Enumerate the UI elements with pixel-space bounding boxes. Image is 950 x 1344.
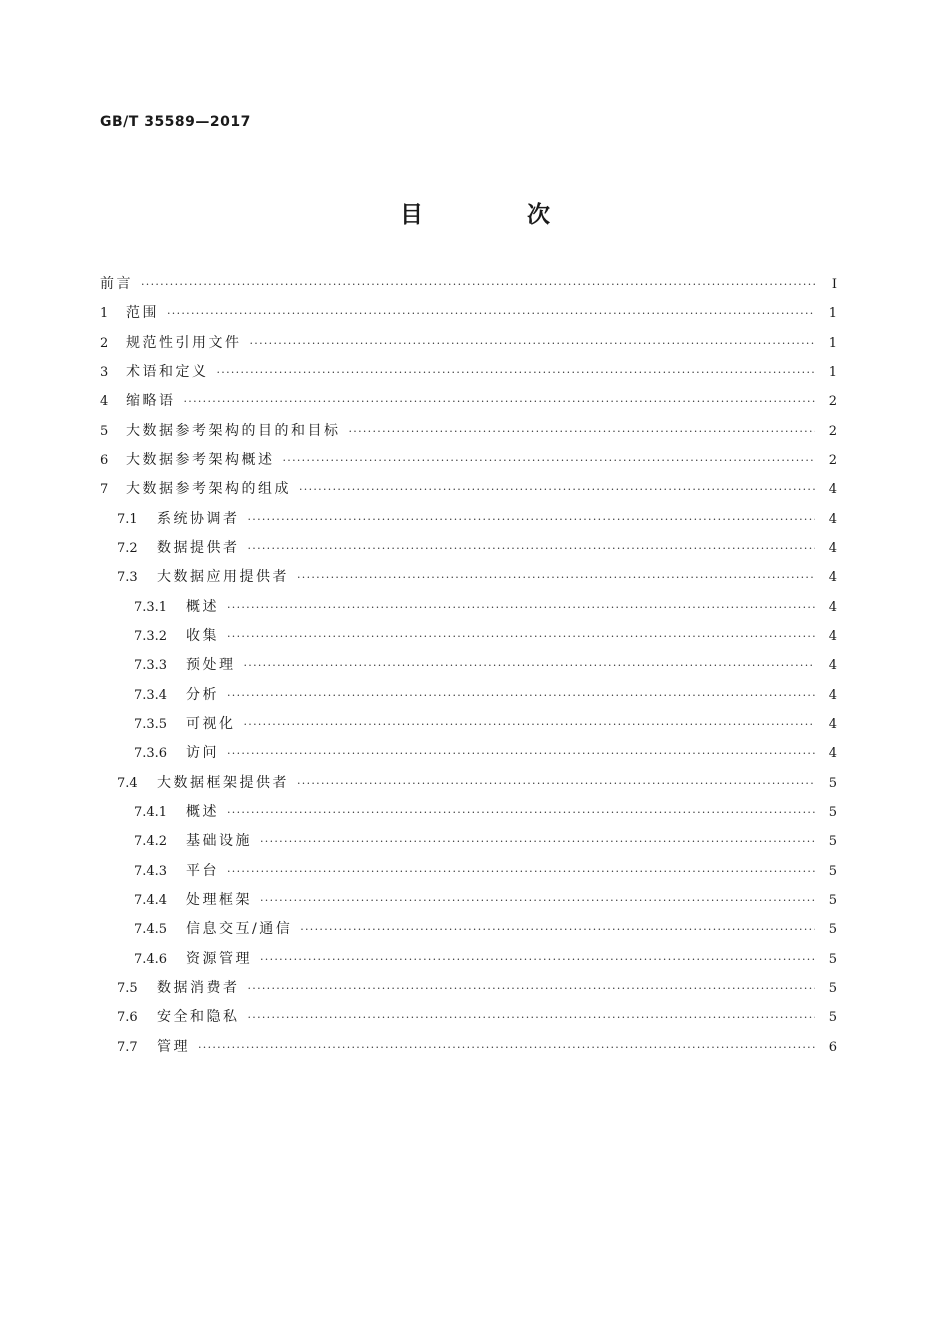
toc-entry-page-number: 5	[828, 775, 837, 791]
toc-entry[interactable]	[100, 886, 837, 915]
toc-entry-label: 大数据框架提供者	[157, 774, 289, 791]
toc-entry-page-number: 2	[828, 394, 837, 410]
toc-dot-leader	[198, 1033, 815, 1062]
toc-entry-number: 7.3.2	[134, 628, 168, 644]
toc-entry[interactable]	[100, 974, 837, 1003]
toc-dot-leader	[167, 299, 815, 328]
toc-dot-leader	[248, 1003, 816, 1032]
toc-entry-label: 处理框架	[186, 891, 252, 908]
toc-entry[interactable]	[100, 1033, 837, 1062]
toc-entry-label: 大数据参考架构的目的和目标	[126, 422, 341, 439]
toc-entry-label: 前言	[100, 276, 133, 292]
toc-dot-leader	[217, 358, 816, 387]
toc-entry-label: 收集	[186, 627, 219, 644]
toc-entry-page-number: 4	[828, 687, 837, 703]
toc-entry-page-number: 1	[828, 335, 837, 351]
toc-dot-leader	[248, 534, 816, 563]
toc-entry-label: 范围	[126, 305, 159, 322]
toc-entry-page-number: 4	[828, 716, 837, 732]
toc-entry[interactable]	[100, 593, 837, 622]
toc-entry-number: 7.3.6	[134, 746, 168, 762]
toc-entry-number: 2	[100, 335, 109, 351]
toc-entry[interactable]	[100, 798, 837, 827]
toc-entry-number: 7.4.1	[134, 804, 168, 820]
toc-entry-page-number: 4	[828, 746, 837, 762]
toc-entry-number: 7.4.4	[134, 892, 168, 908]
toc-entry-page-number: 1	[828, 364, 837, 380]
toc-dot-leader	[227, 857, 815, 886]
toc-dot-leader	[227, 739, 815, 768]
toc-dot-leader	[297, 563, 815, 592]
toc-entry-label: 管理	[157, 1038, 190, 1055]
toc-entry[interactable]	[100, 769, 837, 798]
toc-entry-label: 规范性引用文件	[126, 334, 242, 351]
toc-entry[interactable]	[100, 446, 837, 475]
toc-entry-label: 数据提供者	[157, 539, 240, 556]
toc-entry-page-number: 5	[828, 804, 837, 820]
toc-entry-page-number: 5	[828, 980, 837, 996]
toc-entry[interactable]	[100, 857, 837, 886]
toc-dot-leader	[283, 446, 816, 475]
toc-entry-label: 平台	[186, 862, 219, 879]
toc-entry[interactable]	[100, 827, 837, 856]
toc-entry[interactable]	[100, 739, 837, 768]
toc-entry-page-number: 4	[828, 628, 837, 644]
toc-entry-label: 概述	[186, 598, 219, 615]
toc-entry[interactable]	[100, 945, 837, 974]
toc-entry-label: 系统协调者	[157, 510, 240, 527]
toc-entry-page-number: Ⅰ	[831, 277, 837, 292]
toc-entry[interactable]	[100, 915, 837, 944]
toc-entry-number: 7.4.5	[134, 922, 168, 938]
toc-entry-page-number: 4	[828, 540, 837, 556]
toc-entry[interactable]	[100, 1003, 837, 1032]
toc-dot-leader	[260, 827, 815, 856]
toc-dot-leader	[227, 622, 815, 651]
toc-entry-number: 7.3.3	[134, 658, 168, 674]
toc-entry-page-number: 4	[828, 599, 837, 615]
toc-entry[interactable]	[100, 475, 837, 504]
toc-entry[interactable]	[100, 534, 837, 563]
toc-entry-label: 概述	[186, 803, 219, 820]
toc-dot-leader	[227, 798, 815, 827]
toc-entry-label: 术语和定义	[126, 363, 209, 380]
toc-entry-page-number: 4	[828, 658, 837, 674]
toc-entry-number: 5	[100, 423, 109, 439]
toc-entry-label: 大数据参考架构概述	[126, 451, 275, 468]
toc-entry-number: 7.3	[117, 570, 138, 586]
toc-dot-leader	[250, 329, 816, 358]
toc-entry-label: 访问	[186, 745, 219, 762]
toc-dot-leader	[244, 710, 816, 739]
table-of-contents	[100, 270, 837, 1062]
toc-entry-label: 大数据参考架构的组成	[126, 481, 291, 498]
toc-entry-number: 7.4	[117, 775, 138, 791]
toc-entry-page-number: 5	[828, 892, 837, 908]
toc-entry[interactable]	[100, 358, 837, 387]
toc-entry[interactable]	[100, 387, 837, 416]
toc-dot-leader	[349, 417, 816, 446]
toc-entry-label: 基础设施	[186, 833, 252, 850]
toc-entry-page-number: 6	[828, 1039, 837, 1055]
toc-entry-label: 可视化	[186, 715, 236, 732]
toc-entry-number: 7.3.1	[134, 599, 168, 615]
toc-dot-leader	[141, 270, 815, 299]
toc-dot-leader	[227, 593, 815, 622]
toc-entry-number: 7.6	[117, 1010, 138, 1026]
toc-entry-page-number: 5	[828, 834, 837, 850]
toc-entry-page-number: 5	[828, 863, 837, 879]
toc-entry-number: 7.3.4	[134, 687, 168, 703]
toc-entry-number: 7.1	[117, 511, 138, 527]
toc-entry-number: 6	[100, 452, 109, 468]
toc-entry[interactable]	[100, 710, 837, 739]
toc-dot-leader	[248, 974, 816, 1003]
toc-entry-number: 7.5	[117, 980, 138, 996]
toc-dot-leader	[248, 505, 816, 534]
toc-entry-page-number: 4	[828, 482, 837, 498]
toc-dot-leader	[300, 915, 815, 944]
toc-entry-label: 缩略语	[126, 393, 176, 410]
toc-entry-number: 7.4.2	[134, 834, 168, 850]
toc-entry[interactable]	[100, 270, 837, 299]
toc-entry[interactable]	[100, 417, 837, 446]
toc-dot-leader	[260, 945, 815, 974]
toc-entry-page-number: 5	[828, 922, 837, 938]
toc-entry-number: 4	[100, 394, 109, 410]
toc-dot-leader	[227, 681, 815, 710]
document-id: GB/T 35589—2017	[100, 114, 251, 130]
toc-dot-leader	[260, 886, 815, 915]
toc-dot-leader	[299, 475, 815, 504]
toc-entry[interactable]	[100, 651, 837, 680]
toc-entry[interactable]	[100, 505, 837, 534]
toc-entry-page-number: 1	[828, 306, 837, 322]
toc-entry-number: 7.4.6	[134, 951, 168, 967]
page-title: 目 次	[399, 202, 598, 228]
toc-entry-number: 7	[100, 482, 109, 498]
toc-entry-page-number: 2	[828, 423, 837, 439]
toc-entry-label: 安全和隐私	[157, 1009, 240, 1026]
toc-entry-number: 1	[100, 306, 109, 322]
toc-entry[interactable]	[100, 681, 837, 710]
toc-entry-page-number: 5	[828, 1010, 837, 1026]
toc-entry-number: 7.2	[117, 540, 138, 556]
toc-entry-page-number: 4	[828, 511, 837, 527]
toc-dot-leader	[297, 769, 815, 798]
toc-entry[interactable]	[100, 563, 837, 592]
toc-entry[interactable]	[100, 622, 837, 651]
toc-entry-label: 数据消费者	[157, 979, 240, 996]
toc-entry-number: 7.3.5	[134, 716, 168, 732]
toc-entry[interactable]	[100, 299, 837, 328]
toc-entry-number: 7.7	[117, 1039, 138, 1055]
toc-entry-page-number: 2	[828, 452, 837, 468]
toc-entry-label: 预处理	[186, 657, 236, 674]
toc-entry-page-number: 4	[828, 570, 837, 586]
toc-entry[interactable]	[100, 329, 837, 358]
toc-entry-page-number: 5	[828, 951, 837, 967]
toc-entry-label: 大数据应用提供者	[157, 569, 289, 586]
toc-entry-label: 信息交互/通信	[186, 921, 293, 938]
toc-entry-label: 资源管理	[186, 950, 252, 967]
toc-dot-leader	[184, 387, 816, 416]
toc-dot-leader	[244, 651, 816, 680]
toc-entry-label: 分析	[186, 686, 219, 703]
toc-entry-number: 3	[100, 364, 109, 380]
toc-entry-number: 7.4.3	[134, 863, 168, 879]
